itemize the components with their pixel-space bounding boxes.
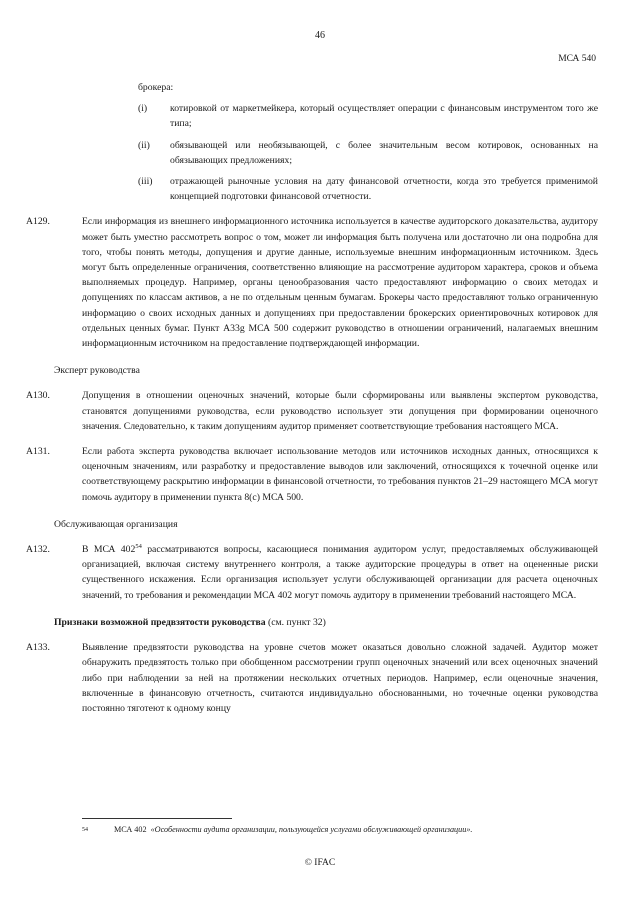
footnote-divider xyxy=(82,818,232,819)
list-item xyxy=(138,101,598,131)
section-heading-bias xyxy=(54,615,598,630)
list-marker: (i) xyxy=(138,103,148,115)
paragraph-number: A132. xyxy=(26,544,50,556)
list-text: отражающей рыночные условия на дату финансовой отчетности, когда это требуется применимой концепцией подготовки финансовой отчетности. xyxy=(170,176,598,203)
footnote-title: «Особенности аудита организации, пользующейся услугами обслуживающей организации». xyxy=(150,825,473,834)
list-item xyxy=(138,174,598,204)
document-code: МСА 540 xyxy=(558,54,596,64)
paragraph-a130 xyxy=(26,388,598,434)
list-marker: (ii) xyxy=(138,139,150,151)
paragraph-number: A129. xyxy=(26,216,50,228)
paragraph-text-end: рассматриваются вопросы, касающиеся понимания аудитором услуг, предоставляемых обслуживающей организацией, включая систему внутреннего контроля, а также аудиторские процедуры в ответ на оцененные риски существенного искажения. Если организация использует услуги обслуживающей организации для расчета оценочных значений, то требования и рекомендации МСА 402 могут помочь аудитору в применении требований настоящего МСА. xyxy=(82,544,598,601)
page-number: 46 xyxy=(315,30,325,41)
paragraph-number: A133. xyxy=(26,642,50,654)
paragraph-number: A130. xyxy=(26,390,50,402)
paragraph-text: Выявление предвзятости руководства на уровне счетов может оказаться довольно сложной задачей. Аудитор может обнаружить предвзятость только при обобщенном рассмотрении групп оценочных значений или всех оценочных значений либо при наблюдении за ней на протяжении нескольких отчетных периодов. Например, если оценочные значения, включенные в финансовую отчетность, считаются индивидуально обоснованными, но точечные оценки руководства постоянно тяготеют к одному концу xyxy=(82,642,598,714)
section-heading-bias-reference: (см. пункт 32) xyxy=(265,616,326,628)
paragraph-number: A131. xyxy=(26,446,50,458)
section-heading-bias-title: Признаки возможной предвзятости руководства xyxy=(54,616,266,628)
page-content xyxy=(26,80,598,726)
paragraph-text: Если работа эксперта руководства включает использование методов или источников исходных данных, относящихся к оценочным значениям, или разработку и предоставление выводов или заключений, относящихся к точечной оценке или соответствующему раскрытию информации в финансовой отчетности, то требования пунктов 21–29 настоящего МСА могут помочь аудитору в применении пункта 8(c) МСА 500. xyxy=(82,446,598,503)
footnote-code: МСА 402 xyxy=(114,825,147,834)
footnote-reference: 54 xyxy=(135,542,142,550)
list-text: котировкой от маркетмейкера, который осуществляет операции с финансовым инструментом того же типа; xyxy=(170,103,598,130)
paragraph-a129 xyxy=(26,214,598,351)
paragraph-text-start: В МСА 402 xyxy=(82,544,136,556)
paragraph-text: Допущения в отношении оценочных значений, которые были сформированы или выявлены экспертом руководства, становятся допущениями руководства, если руководство использует эти допущения при формировании оценочного значения. Следовательно, к таким допущениям аудитор применяет соответствующие требования настоящего МСА. xyxy=(82,390,598,432)
footnote xyxy=(82,825,598,835)
intro-text: брокера: xyxy=(138,82,174,93)
footnote-mark: 54 xyxy=(82,827,88,833)
paragraph-a132 xyxy=(26,542,598,603)
copyright-footer: © IFAC xyxy=(304,858,336,868)
list-item xyxy=(138,138,598,168)
paragraph-text: Если информация из внешнего информационного источника используется в качестве аудиторского доказательства, аудитору может быть уместно рассмотреть вопрос о том, может ли информация быть получена или достаточно ли она подробна для того, чтобы понять методы, допущения и другие данные, используемые внешним информационным источником. Здесь могут быть определенные ограничения, соответственно влияющие на рассмотрение аудитором характера, сроков и объема выполняемых процедур. Например, органы ценообразования часто предоставляют информацию о своих методах и допущениях по классам активов, а не по отдельным ценным бумагам. Брокеры часто предоставляют только ограниченную информацию о своих исходных данных и допущениях при предоставлении брокерских ориентировочных котировок для отдельных ценных бумаг. Пункт A33g МСА 500 содержит руководство в отношении ограничений, налагаемых внешним информационным источником на предоставление подтверждающей информации. xyxy=(82,216,598,350)
paragraph-a133 xyxy=(26,640,598,716)
paragraph-a131 xyxy=(26,444,598,505)
list-marker: (iii) xyxy=(138,176,153,188)
list-text: обязывающей или необязывающей, с более значительным весом котировок, основанных на обязывающих предложениях; xyxy=(170,139,598,166)
section-heading-service-organization: Обслуживающая организация xyxy=(54,518,178,530)
section-heading-expert: Эксперт руководства xyxy=(54,365,140,377)
